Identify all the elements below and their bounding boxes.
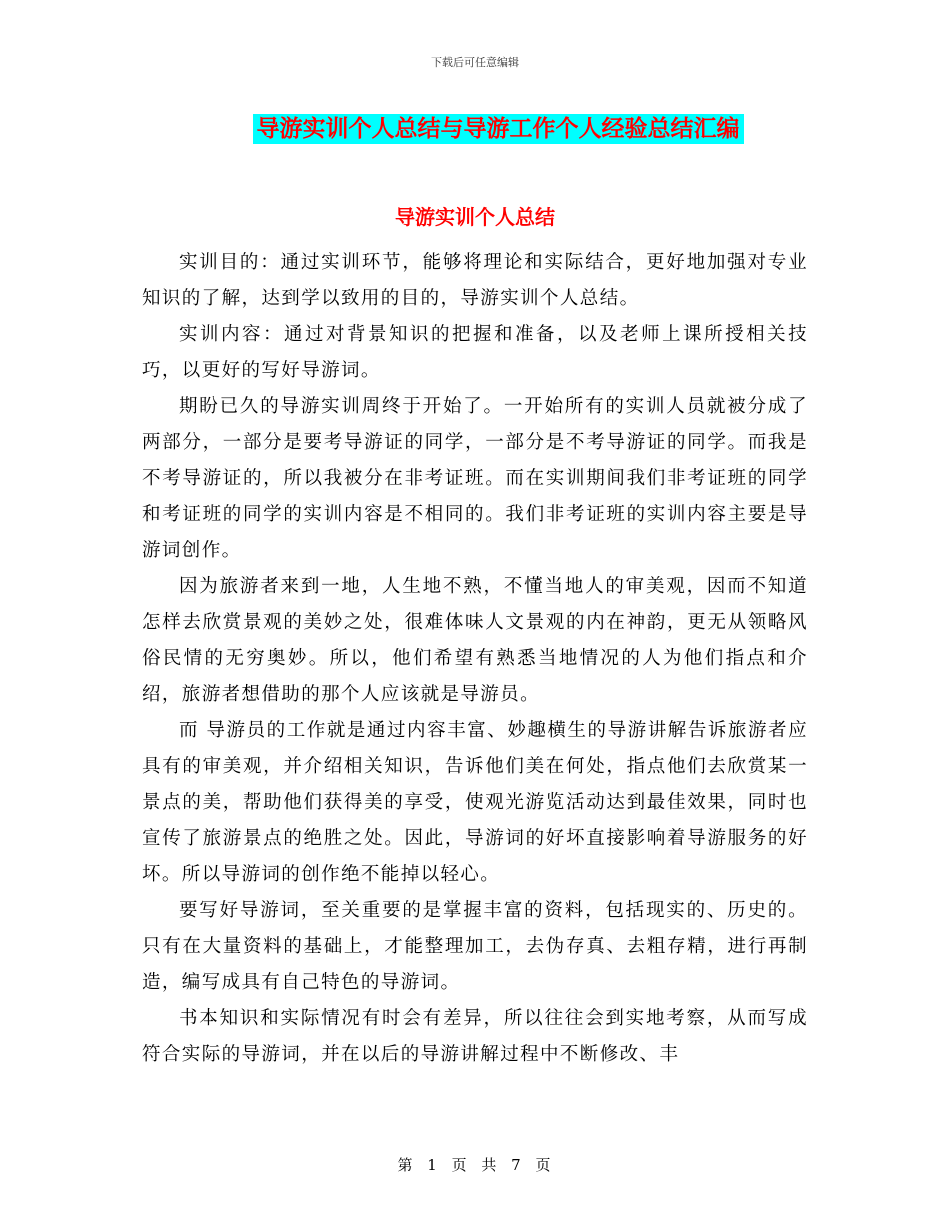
- paragraph: 实训内容：通过对背景知识的把握和准备，以及老师上课所授相关技巧，以更好的写好导游词。: [142, 324, 808, 381]
- paragraph: 书本知识和实际情况有时会有差异，所以往往会到实地考察，从而写成符合实际的导游词，并在以后的导游讲解过程中不断修改、丰: [142, 1008, 808, 1065]
- section-title: 导游实训个人总结: [395, 205, 555, 229]
- paragraph: 要写好导游词，至关重要的是掌握丰富的资料，包括现实的、历史的。只有在大量资料的基础上，才能整理加工，去伪存真、去粗存精，进行再制造，编写成具有自己特色的导游词。: [142, 900, 808, 993]
- body-text: [142, 245, 808, 1073]
- document-title: 导游实训个人总结与导游工作个人经验总结汇编: [253, 114, 744, 144]
- document-title-container: [0, 114, 950, 144]
- paragraph: 因为旅游者来到一地，人生地不熟，不懂当地人的审美观，因而不知道怎样去欣赏景观的美妙之处，很难体味人文景观的内在神韵，更无从领略风俗民情的无穷奥妙。所以，他们希望有熟悉当地情况的人为他们指点和介绍，旅游者想借助的那个人应该就是导游员。: [142, 576, 808, 705]
- paragraph: 期盼已久的导游实训周终于开始了。一开始所有的实训人员就被分成了两部分，一部分是要考导游证的同学，一部分是不考导游证的同学。而我是不考导游证的，所以我被分在非考证班。而在实训期间我们非考证班的同学和考证班的同学的实训内容是不相同的。我们非考证班的实训内容主要是导游词创作。: [142, 396, 808, 561]
- paragraph: 而 导游员的工作就是通过内容丰富、妙趣横生的导游讲解告诉旅游者应具有的审美观，并介绍相关知识，告诉他们美在何处，指点他们去欣赏某一景点的美，帮助他们获得美的享受，使观光游览活动达到最佳效果，同时也宣传了旅游景点的绝胜之处。因此，导游词的好坏直接影响着导游服务的好坏。所以导游词的创作绝不能掉以轻心。: [142, 720, 808, 885]
- page-footer: 第 1 页 共 7 页: [397, 1156, 553, 1174]
- header-note: 下载后可任意编辑: [431, 56, 519, 69]
- paragraph: 实训目的：通过实训环节，能够将理论和实际结合，更好地加强对专业知识的了解，达到学以致用的目的，导游实训个人总结。: [142, 252, 808, 309]
